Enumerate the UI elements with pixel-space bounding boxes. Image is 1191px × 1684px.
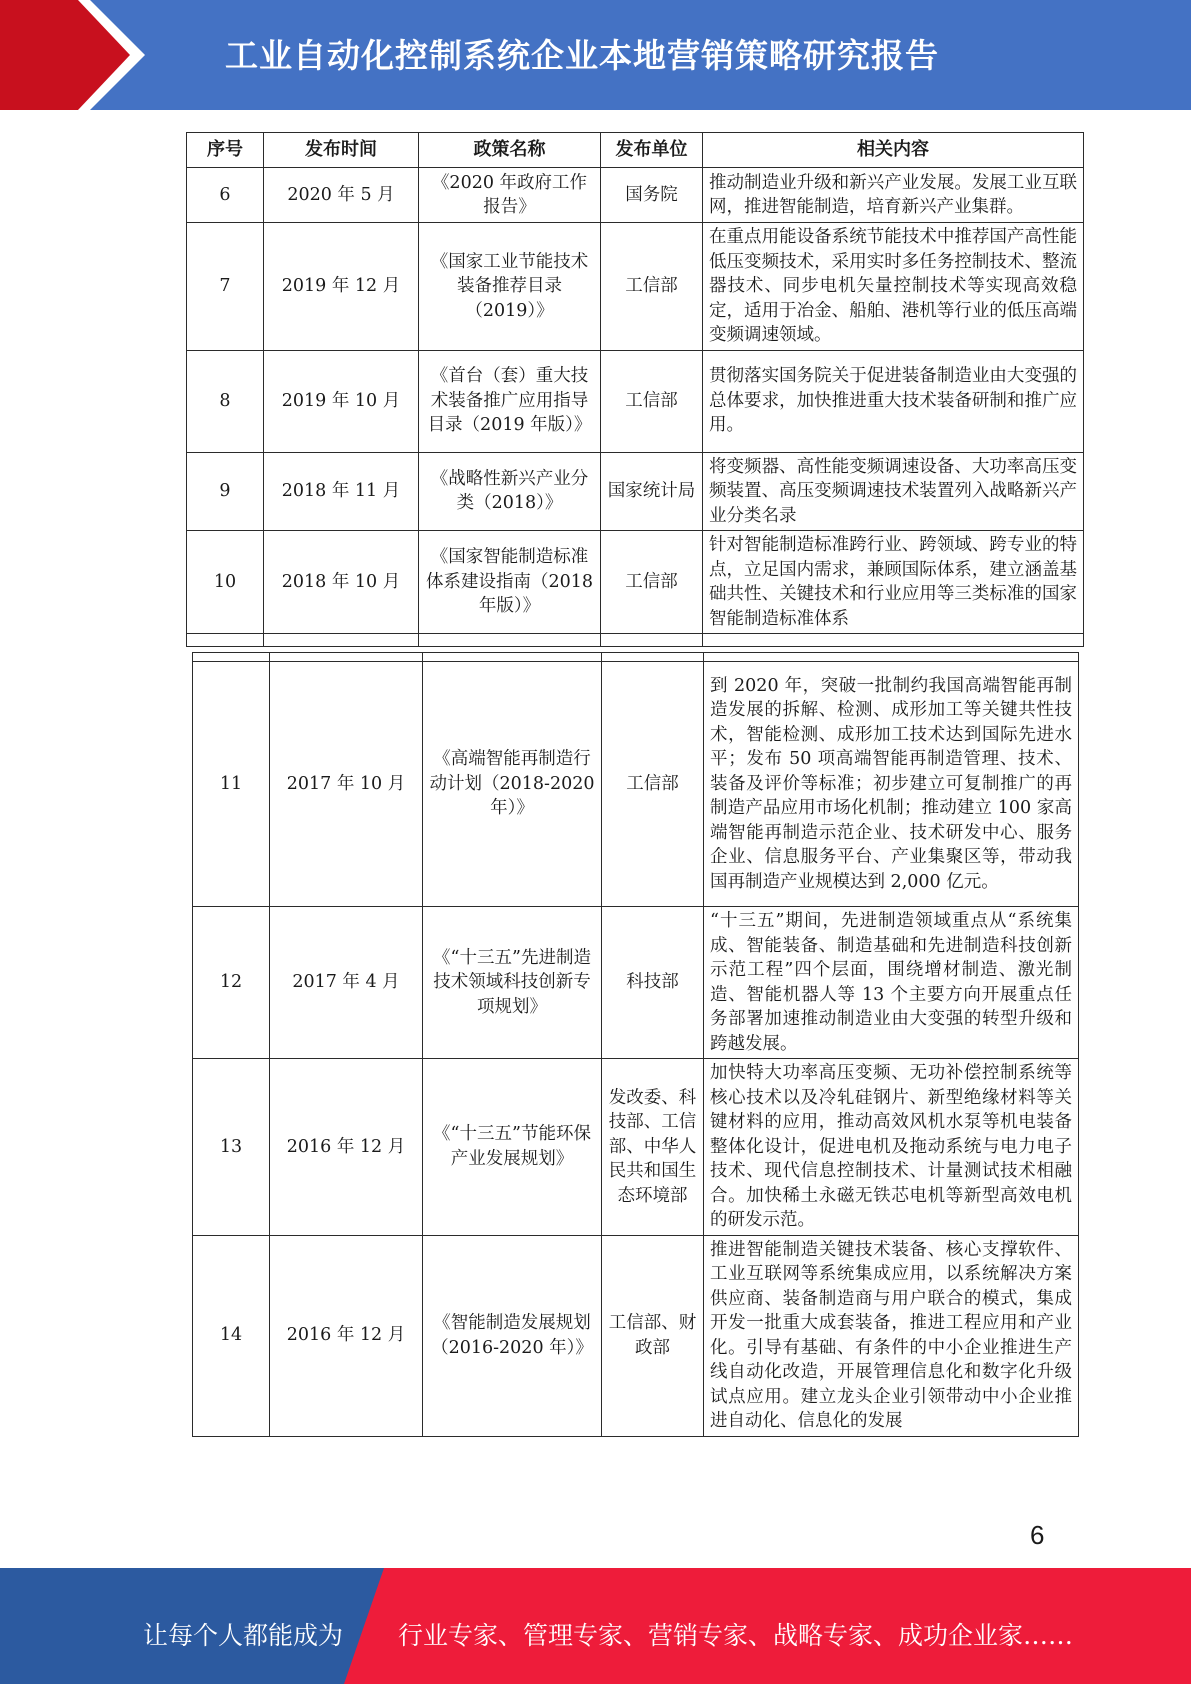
- row-policy-name: 《2020 年政府工作报告》: [419, 168, 601, 223]
- row-policy-name: 《国家智能制造标准体系建设指南（2018 年版）》: [419, 531, 601, 634]
- row-content: 到 2020 年，突破一批制约我国高端智能再制造发展的拆解、检测、成形加工等关键共性技术，智能检测、成形加工技术达到国际先进水平；发布 50 项高端智能再制造管理、技术、装备及评价等标准；初步建立可复制推广的再制造产品应用市场化机制；推动建立 100 家高端智能再制造示范企业、技术研发中心、服务企业、信息服务平台、产业集聚区等，带动我国再制造产业规模达到 2,000 亿元。: [704, 662, 1079, 907]
- row-date: 2018 年 10 月: [264, 531, 419, 634]
- row-policy-name: 《国家工业节能技术装备推荐目录（2019）》: [419, 223, 601, 351]
- policy-table-part-1: [186, 132, 1084, 647]
- header-cell-issuer: 发布单位: [601, 133, 703, 168]
- row-content: 加快特大功率高压变频、无功补偿控制系统等核心技术以及冷轧硅钢片、新型绝缘材料等关键材料的应用，推动高效风机水泵等机电装备整体化设计，促进电机及拖动系统与电力电子技术、现代信息控制技术、计量测试技术相融合。加快稀土永磁无铁芯电机等新型高效电机的研发示范。: [704, 1059, 1079, 1236]
- row-policy-name: 《“十三五”先进制造技术领域科技创新专项规划》: [423, 907, 602, 1059]
- table-row: [187, 531, 1084, 634]
- row-issuer: 科技部: [602, 907, 704, 1059]
- row-issuer: 发改委、科技部、工信部、中华人民共和国生态环境部: [602, 1059, 704, 1236]
- row-content: 针对智能制造标准跨行业、跨领域、跨专业的特点，立足国内需求，兼顾国际体系，建立涵盖基础共性、关键技术和行业应用等三类标准的国家智能制造标准体系: [703, 531, 1084, 634]
- row-content: “十三五”期间，先进制造领域重点从“系统集成、智能装备、制造基础和先进制造科技创新示范工程”四个层面，围绕增材制造、激光制造、智能机器人等 13 个主要方向开展重点任务部署加速推动制造业由大变强的转型升级和跨越发展。: [704, 907, 1079, 1059]
- row-number: 7: [187, 223, 264, 351]
- row-issuer: 国家统计局: [601, 452, 703, 531]
- report-title: 工业自动化控制系统企业本地营销策略研究报告: [225, 36, 939, 75]
- table-row: [187, 350, 1084, 452]
- table-row: [193, 907, 1079, 1059]
- row-content: 推进智能制造关键技术装备、核心支撑软件、工业互联网等系统集成应用，以系统解决方案供应商、装备制造商与用户联合的模式，集成开发一批重大成套装备，推进工程应用和产业化。引导有基础、有条件的中小企业推进生产线自动化改造，开展管理信息化和数字化升级试点应用。建立龙头企业引领带动中小企业推进自动化、信息化的发展: [704, 1235, 1079, 1436]
- row-number: 14: [193, 1235, 270, 1436]
- row-policy-name: 《“十三五”节能环保产业发展规划》: [423, 1059, 602, 1236]
- table-continuation-edge: [187, 634, 1084, 647]
- row-number: 12: [193, 907, 270, 1059]
- row-content: 贯彻落实国务院关于促进装备制造业由大变强的总体要求，加快推进重大技术装备研制和推广应用。: [703, 350, 1084, 452]
- row-number: 13: [193, 1059, 270, 1236]
- row-policy-name: 《高端智能再制造行动计划（2018-2020 年）》: [423, 662, 602, 907]
- row-date: 2020 年 5 月: [264, 168, 419, 223]
- row-date: 2019 年 12 月: [264, 223, 419, 351]
- table-row: [187, 223, 1084, 351]
- table-row: [193, 1059, 1079, 1236]
- policy-table-part-2: [192, 652, 1079, 1437]
- row-issuer: 工信部: [601, 531, 703, 634]
- table-row: [193, 1235, 1079, 1436]
- row-policy-name: 《智能制造发展规划（2016-2020 年）》: [423, 1235, 602, 1436]
- row-content: 将变频器、高性能变频调速设备、大功率高压变频装置、高压变频调速技术装置列入战略新兴产业分类名录: [703, 452, 1084, 531]
- row-issuer: 工信部: [601, 350, 703, 452]
- table-header-row: [187, 133, 1084, 168]
- footer-slogan-roles: 行业专家、管理专家、营销专家、战略专家、成功企业家……: [398, 1621, 1074, 1650]
- header-cell-number: 序号: [187, 133, 264, 168]
- table-row: [187, 168, 1084, 223]
- row-policy-name: 《首台（套）重大技术装备推广应用指导目录（2019 年版）》: [419, 350, 601, 452]
- report-header: [0, 0, 1191, 110]
- row-issuer: 工信部: [602, 662, 704, 907]
- table-row: [193, 662, 1079, 907]
- row-content: 推动制造业升级和新兴产业发展。发展工业互联网，推进智能制造，培育新兴产业集群。: [703, 168, 1084, 223]
- row-date: 2018 年 11 月: [264, 452, 419, 531]
- row-number: 8: [187, 350, 264, 452]
- row-date: 2019 年 10 月: [264, 350, 419, 452]
- row-issuer: 国务院: [601, 168, 703, 223]
- row-issuer: 工信部、财政部: [602, 1235, 704, 1436]
- page-number: 6: [1030, 1520, 1045, 1550]
- table-row: [187, 452, 1084, 531]
- row-number: 11: [193, 662, 270, 907]
- row-date: 2016 年 12 月: [270, 1059, 423, 1236]
- row-date: 2017 年 10 月: [270, 662, 423, 907]
- row-number: 10: [187, 531, 264, 634]
- row-date: 2016 年 12 月: [270, 1235, 423, 1436]
- row-number: 9: [187, 452, 264, 531]
- row-date: 2017 年 4 月: [270, 907, 423, 1059]
- row-policy-name: 《战略性新兴产业分类（2018）》: [419, 452, 601, 531]
- row-content: 在重点用能设备系统节能技术中推荐国产高性能低压变频技术，采用实时多任务控制技术、整流器技术、同步电机矢量控制技术等实现高效稳定，适用于冶金、船舶、港机等行业的低压高端变频调速领域。: [703, 223, 1084, 351]
- row-issuer: 工信部: [601, 223, 703, 351]
- row-number: 6: [187, 168, 264, 223]
- header-cell-content: 相关内容: [703, 133, 1084, 168]
- header-cell-date: 发布时间: [264, 133, 419, 168]
- report-footer: [0, 1568, 1191, 1684]
- footer-slogan-lead: 让每个人都能成为: [143, 1621, 344, 1650]
- table-continuation-edge: [193, 653, 1079, 662]
- header-cell-policy-name: 政策名称: [419, 133, 601, 168]
